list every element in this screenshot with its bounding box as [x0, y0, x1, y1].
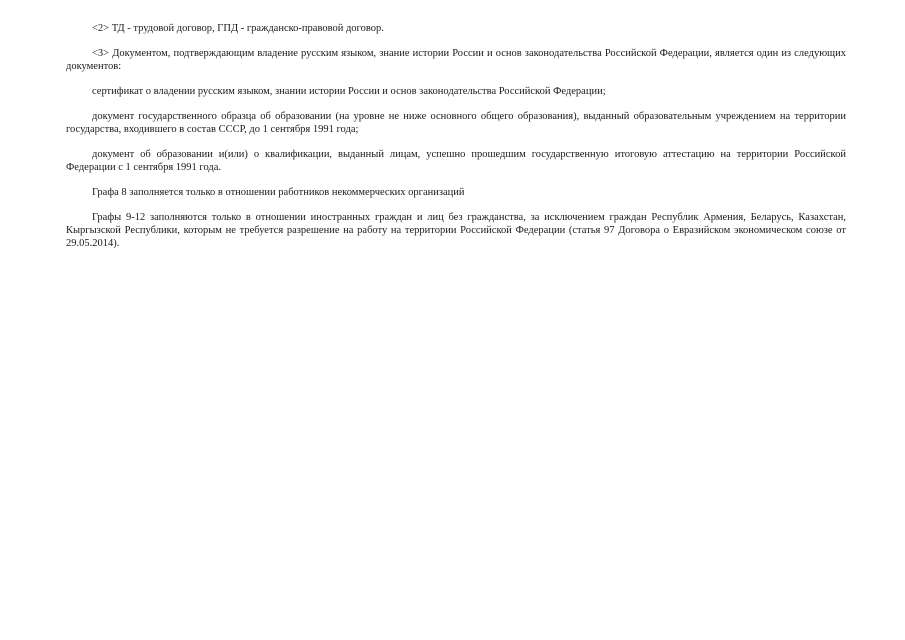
list-item-qualification-document: документ об образовании и(или) о квалификации, выданный лицам, успешно прошедшим государственную итоговую аттестацию на территории Российской Федерации с 1 сентября 1991 года.	[66, 149, 846, 173]
footnote-3: <3> Документом, подтверждающим владение русским языком, знание истории России и основ законодательства Российской Федерации, является один из следующих документов:	[66, 48, 846, 72]
list-item-certificate: сертификат о владении русским языком, знании истории России и основ законодательства Российской Федерации;	[92, 86, 606, 97]
document-body	[66, 22, 846, 262]
note-columns-9-12: Графы 9-12 заполняются только в отношении иностранных граждан и лиц без гражданства, за исключением граждан Республик Армения, Беларусь, Казахстан, Кыргызской Республики, которым не требуется разрешение на работу на территории Российской Федерации (статья 97 Договора о Евразийском экономическом союзе от 29.05.2014).	[66, 212, 846, 249]
list-item-state-education-document: документ государственного образца об образовании (на уровне не ниже основного общего образования), выданный образовательным учреждением на территории государства, входившего в состав СССР, до 1 сентября 1991 года;	[66, 111, 846, 135]
note-column-8: Графа 8 заполняется только в отношении работников некоммерческих организаций	[92, 187, 465, 198]
footnote-2: <2> ТД - трудовой договор, ГПД - гражданско-правовой договор.	[92, 23, 384, 34]
